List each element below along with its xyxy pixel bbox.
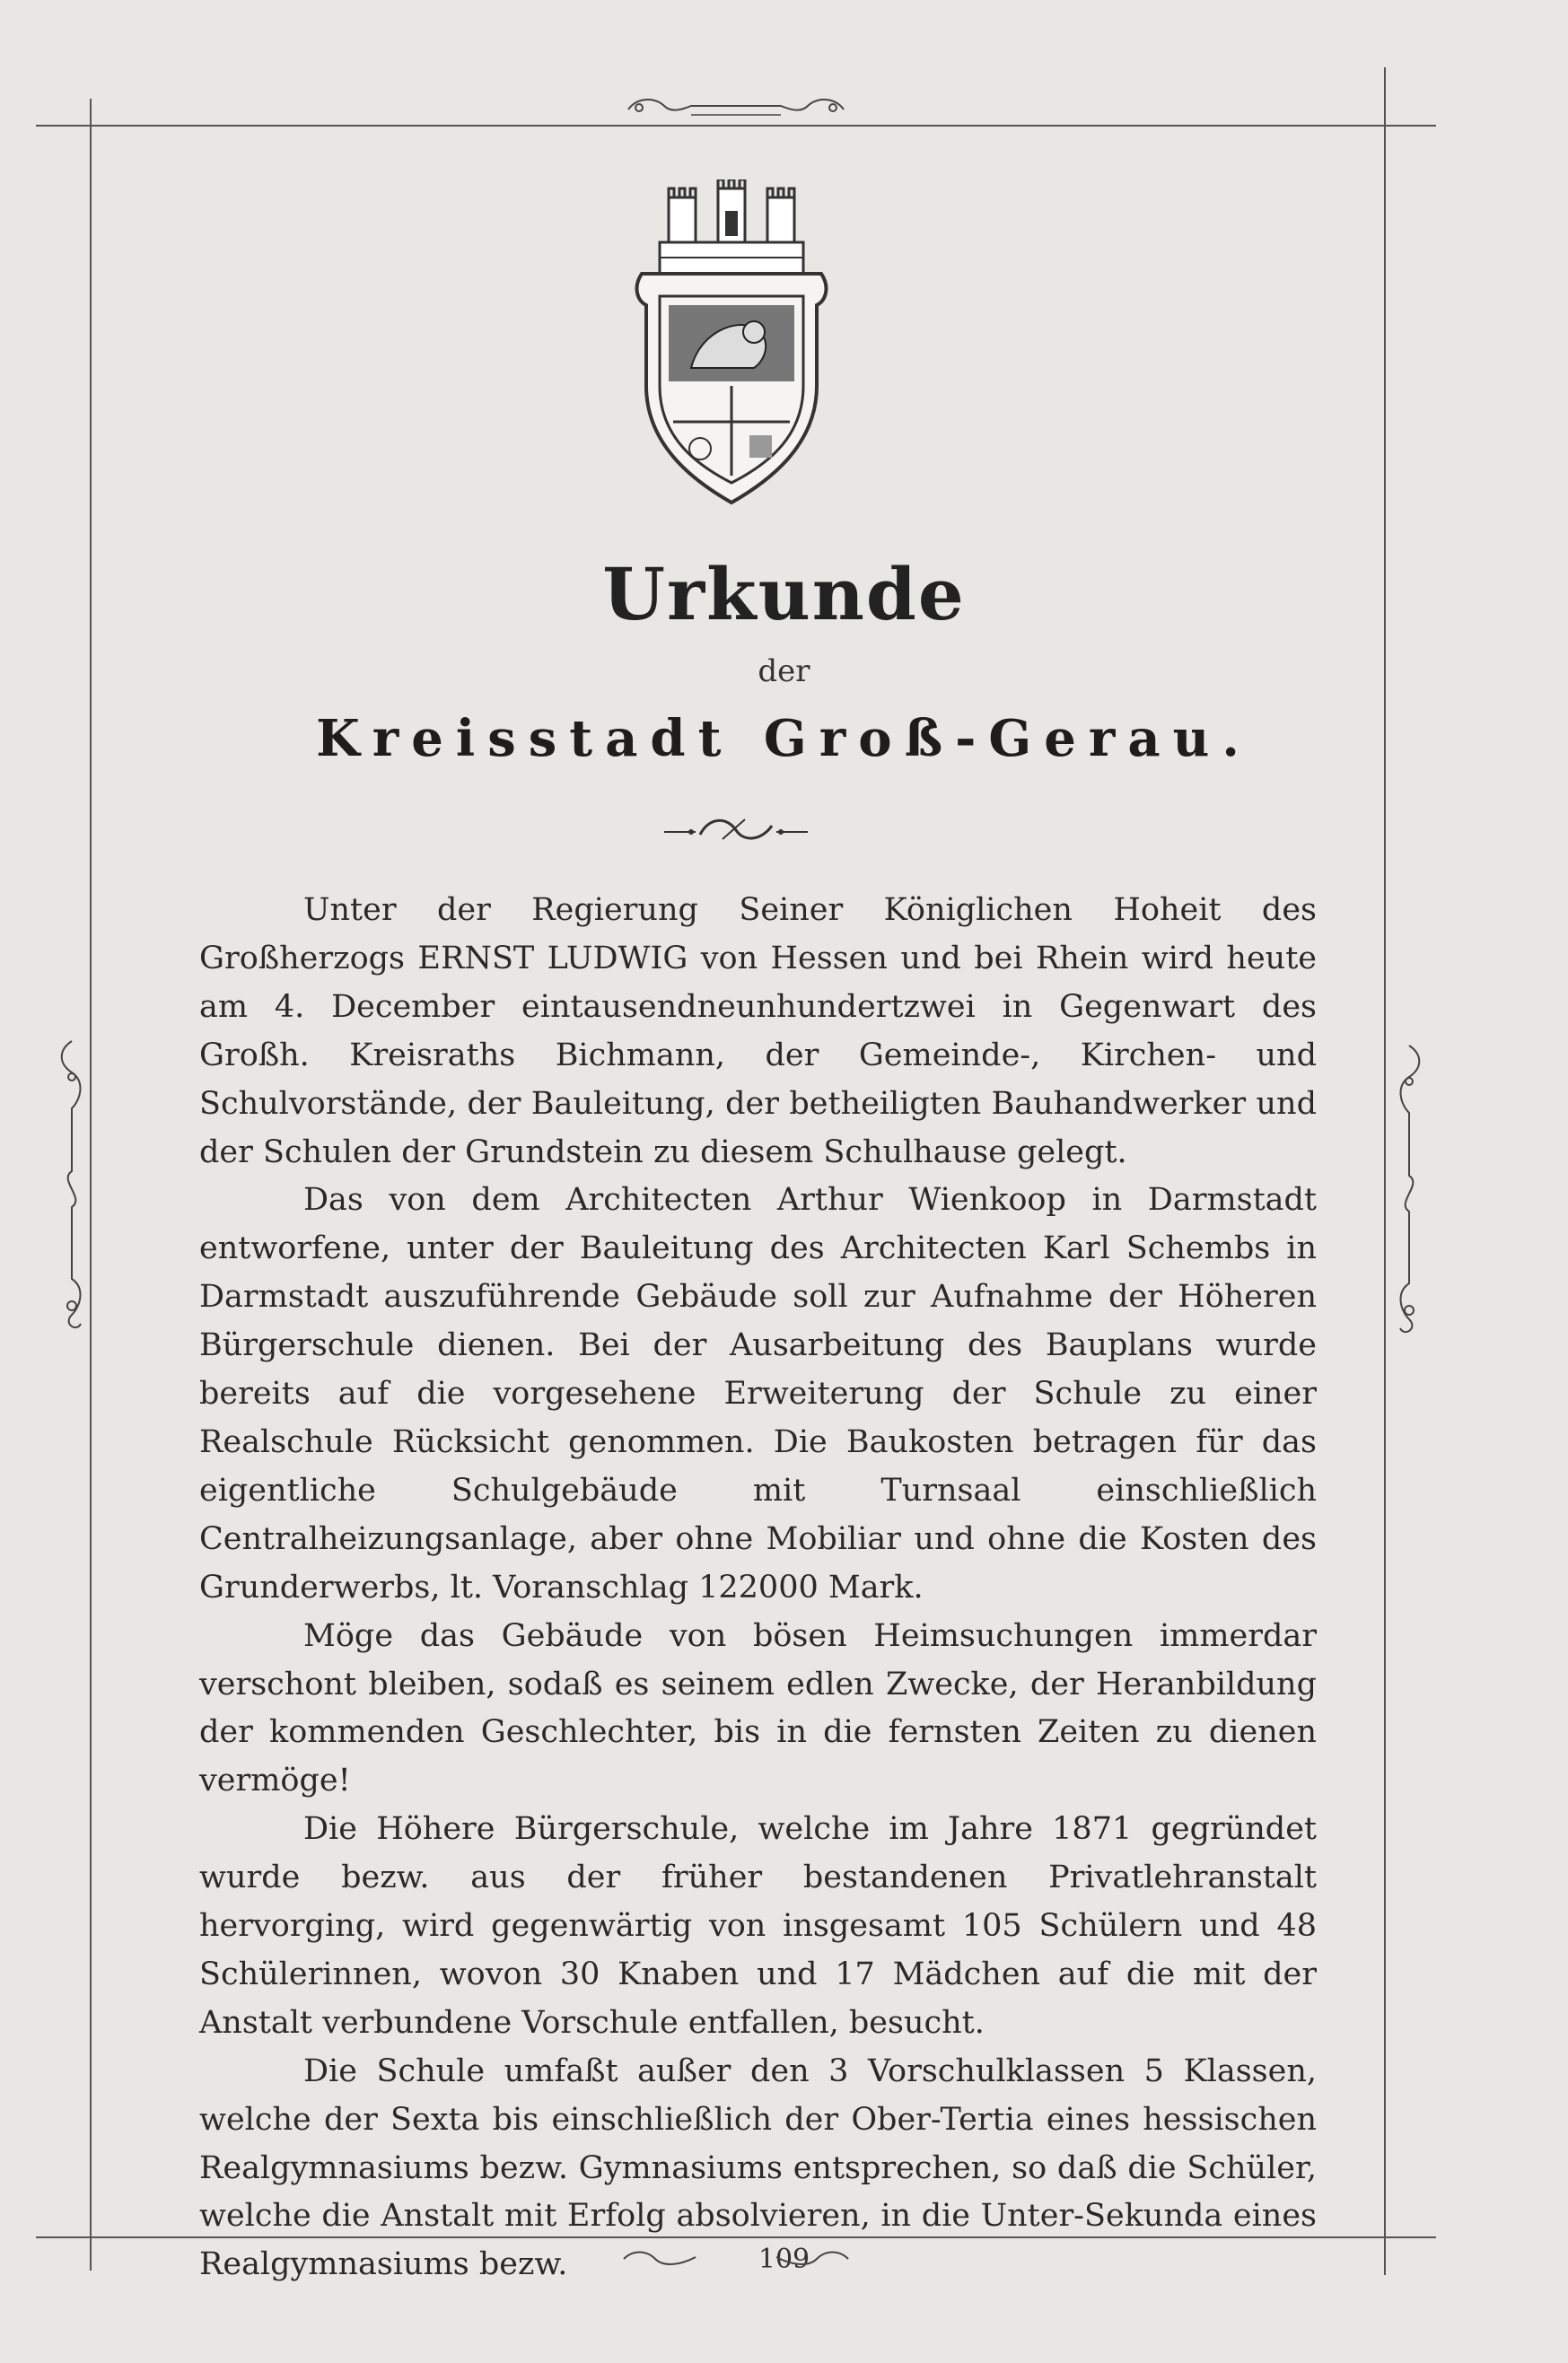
paragraph-4: Die Höhere Bürgerschule, welche im Jahre 1871 gegründet wurde bezw. aus der früher bestandenen Privatlehranstalt hervorging, wird gegenwärtig von insgesamt 105 Schülern und 48 Schülerinnen, wovon 30 Knaben und 17 Mädchen auf die mit der Anstalt verbundene Vorschule entfallen, besucht. <box>199 1811 1317 2041</box>
paragraph-1: Unter der Regierung Seiner Königlichen Hoheit des Großherzogs ERNST LUDWIG von Hessen und bei Rhein wird heute am 4. December eintausendneunhundertzwei in Gegenwart des Großh. Kreisraths Bichmann, der Gemeinde-, Kirchen- und Schulvorstände, der Bauleitung, der betheiligten Bauhandwerker und der Schulen der Grundstein zu diesem Schulhause gelegt. <box>199 892 1317 1170</box>
top-ornament <box>619 90 853 126</box>
paragraph-5: Die Schule umfaßt außer den 3 Vorschulklassen 5 Klassen, welche der Sexta bis einschließlich der Ober-Tertia eines hessischen Realgymnasiums bezw. Gymnasiums entsprechen, so daß die Schüler, welche die Anstalt mit Erfolg absolvieren, in die Unter-Sekunda eines Realgymnasiums bezw. <box>199 2052 1317 2283</box>
paragraph-2: Das von dem Architecten Arthur Wienkoop in Darmstadt entworfene, unter der Bauleitung des Architecten Karl Schembs in Darmstadt auszuführende Gebäude soll zur Aufnahme der Höheren Bürgerschule dienen. Bei der Ausarbeitung des Bauplans wurde bereits auf die vorgesehene Erweiterung der Schule zu einer Realschule Rücksicht genommen. Die Baukosten betragen für das eigentliche Schulgebäude mit Turnsaal einschließlich Centralheizungsanlage, aber ohne Mobiliar und ohne die Kosten des Grunderwerbs, lt. Voranschlag 122000 Mark. <box>199 1182 1317 1606</box>
body-text <box>199 887 1317 2289</box>
page-number: 109 <box>758 2244 810 2275</box>
coat-of-arms-icon <box>619 179 844 512</box>
footer-ornament-right <box>772 2248 853 2270</box>
right-margin-ornament <box>1391 1041 1427 1337</box>
city-heading: Kreisstadt Groß-Gerau. <box>316 709 1252 768</box>
right-rule <box>1384 67 1386 2275</box>
paragraph-3: Möge das Gebäude von bösen Heimsuchungen immerdar verschont bleiben, sodaß es seinem edlen Zwecke, der Heranbildung der kommenden Geschlechter, bis in die fernsten Zeiten zu dienen vermöge! <box>199 1617 1317 1799</box>
document-title: Urkunde <box>602 552 966 636</box>
left-margin-ornament <box>54 1037 90 1333</box>
flourish-ornament <box>660 812 812 848</box>
title-article: der <box>758 653 810 689</box>
left-rule <box>90 99 92 2271</box>
